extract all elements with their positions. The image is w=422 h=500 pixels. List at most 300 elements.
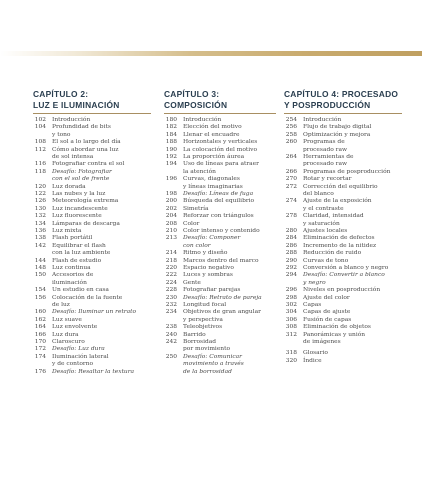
toc-entry bbox=[164, 221, 276, 228]
toc-entry-title bbox=[183, 265, 234, 272]
toc-entry-title-line: y perspectiva bbox=[183, 316, 223, 323]
toc-entry-title-line: Corrección del equilibrio bbox=[303, 183, 378, 190]
toc-page-number: 154 bbox=[34, 287, 46, 294]
toc-entry-title-line: Objetivos de gran angular bbox=[183, 309, 261, 316]
toc-page-number: 116 bbox=[34, 161, 46, 168]
toc-challenge-title bbox=[303, 272, 385, 287]
toc-entry-title-line: Introducción bbox=[52, 117, 91, 123]
chapter-heading bbox=[164, 89, 276, 110]
toc-entry-title bbox=[52, 317, 82, 324]
toc-entry-title-line: Luces y sombras bbox=[183, 272, 233, 279]
toc-entry-title bbox=[52, 147, 118, 162]
toc-entry-title bbox=[52, 124, 111, 139]
toc-entry bbox=[164, 198, 276, 205]
toc-challenge-title bbox=[52, 309, 136, 316]
toc-entry-title-line: Introducción bbox=[183, 117, 222, 123]
toc-entry-title bbox=[52, 117, 90, 124]
toc-entry bbox=[284, 198, 402, 213]
toc-entry bbox=[284, 295, 402, 302]
toc-entry-title bbox=[183, 287, 240, 294]
toc-entry bbox=[33, 124, 151, 139]
toc-entry-list bbox=[33, 117, 151, 376]
toc-entry-title-line: Ajuste del color bbox=[303, 294, 350, 301]
toc-entry-title bbox=[52, 287, 109, 294]
toc-page-number: 172 bbox=[34, 346, 46, 353]
toc-entry-title-line: El sol a lo largo del día bbox=[52, 139, 121, 146]
toc-entry bbox=[164, 213, 276, 220]
toc-entry bbox=[284, 169, 402, 176]
toc-page-number: 188 bbox=[165, 139, 177, 146]
toc-challenge-title bbox=[52, 346, 105, 353]
heading-divider bbox=[284, 113, 402, 114]
toc-entry-title-line: Niveles en posproducción bbox=[303, 287, 381, 294]
toc-entry-title bbox=[303, 295, 350, 302]
toc-entry bbox=[284, 258, 402, 265]
toc-entry-title bbox=[52, 272, 93, 287]
toc-entry-title bbox=[303, 117, 341, 124]
toc-page-number: 202 bbox=[165, 205, 177, 212]
toc-entry-title-line: del blanco bbox=[303, 190, 334, 197]
toc-entry-title-line: Desafío: Comunicar bbox=[183, 353, 242, 360]
toc-entry bbox=[33, 228, 151, 235]
toc-entry-title-line: Cómo abordar una luz bbox=[52, 146, 119, 153]
toc-entry bbox=[284, 132, 402, 139]
toc-entry-title-line: Rotar y recortar bbox=[303, 176, 352, 183]
toc-entry bbox=[164, 265, 276, 272]
toc-page-number: 264 bbox=[285, 154, 297, 160]
toc-entry-list bbox=[164, 117, 276, 376]
toc-page-number: 136 bbox=[34, 228, 46, 234]
toc-entry bbox=[164, 354, 276, 376]
toc-entry-title-line: Curvas, diagonales bbox=[183, 176, 240, 183]
toc-entry-title-line: y saturación bbox=[303, 220, 340, 227]
toc-page-number: 126 bbox=[34, 198, 46, 205]
toc-entry-title-line: y negro bbox=[303, 279, 326, 286]
toc-entry-title-line: Reducción de ruido bbox=[303, 250, 362, 257]
toc-entry-title-line: Equilibrar el flash bbox=[52, 242, 106, 249]
toc-entry-title-line: de imágenes bbox=[303, 338, 341, 345]
toc-entry-title-line: Accesorios de bbox=[52, 272, 94, 279]
toc-entry-title-line: Glosario bbox=[303, 350, 328, 357]
toc-entry-title-line: y de contorno bbox=[52, 361, 94, 368]
toc-page-number: 182 bbox=[165, 124, 177, 131]
toc-page-number: 200 bbox=[165, 198, 177, 205]
toc-entry bbox=[284, 250, 402, 257]
toc-entry-title bbox=[183, 324, 222, 331]
toc-page-number: 134 bbox=[34, 220, 46, 227]
toc-entry-title-line: de la borrosidad bbox=[183, 368, 232, 375]
toc-entry-title-line: Desafío: Retrato de pareja bbox=[183, 294, 262, 301]
toc-entry-title-line: Desafío: Líneas de fuga bbox=[183, 191, 254, 197]
toc-entry bbox=[284, 213, 402, 228]
toc-entry-title bbox=[303, 302, 321, 309]
toc-entry-title bbox=[52, 139, 121, 146]
toc-page-number: 304 bbox=[285, 309, 297, 316]
toc-entry-title bbox=[52, 206, 108, 213]
toc-page-number: 266 bbox=[285, 168, 297, 175]
toc-entry-title bbox=[52, 324, 97, 331]
toc-entry-title-line: y el contraste bbox=[303, 205, 344, 212]
toc-entry-title-line: Las nubes y la luz bbox=[52, 190, 106, 197]
toc-entry-title-line: Claroscuro bbox=[52, 339, 85, 345]
toc-entry-title-line: Claridad, intensidad bbox=[303, 213, 364, 220]
toc-entry bbox=[164, 235, 276, 250]
toc-entry-title-line: Luz incandescente bbox=[52, 205, 108, 212]
toc-entry bbox=[33, 213, 151, 220]
toc-page-number: 184 bbox=[165, 131, 177, 138]
toc-entry bbox=[33, 161, 151, 168]
toc-page-number: 278 bbox=[285, 213, 297, 220]
toc-page-number: 250 bbox=[165, 353, 177, 360]
toc-entry-title bbox=[183, 339, 230, 354]
toc-challenge-title bbox=[52, 369, 134, 376]
toc-entry bbox=[33, 235, 151, 242]
toc-page-number: 150 bbox=[34, 272, 46, 279]
toc-entry-title-line: Eliminación de objetos bbox=[303, 324, 371, 331]
toc-page-number: 122 bbox=[34, 190, 46, 197]
toc-entry-title bbox=[52, 221, 120, 228]
toc-entry-title-line: Programas de bbox=[303, 139, 345, 146]
toc-page-number: 292 bbox=[285, 264, 297, 271]
toc-entry-title bbox=[303, 324, 371, 331]
toc-entry-title-line: Desafío: Resaltar la textura bbox=[52, 368, 135, 375]
toc-entry-title bbox=[183, 161, 259, 176]
toc-page-number: 258 bbox=[285, 131, 297, 138]
toc-page-number: 208 bbox=[165, 220, 177, 227]
toc-entry-title-line: Ritmo y diseño bbox=[183, 250, 228, 257]
toc-entry-title bbox=[303, 309, 350, 316]
toc-page-number: 242 bbox=[165, 339, 177, 346]
toc-entry-title-line: procesado raw bbox=[303, 161, 348, 168]
toc-entry-title bbox=[52, 332, 79, 339]
toc-entry bbox=[164, 324, 276, 331]
toc-entry-title bbox=[52, 184, 86, 191]
toc-page-number: 198 bbox=[165, 191, 177, 197]
toc-page-number: 160 bbox=[34, 309, 46, 316]
toc-entry-title-line: Desafío: Fotografiar bbox=[52, 168, 112, 175]
decorative-gold-rule bbox=[0, 51, 422, 56]
toc-challenge-title bbox=[52, 169, 112, 184]
toc-page-number: 270 bbox=[285, 176, 297, 183]
toc-entry-title bbox=[303, 213, 364, 228]
toc-page-number: 102 bbox=[34, 117, 46, 123]
toc-entry-title-line: Un estudio en casa bbox=[52, 287, 109, 294]
toc-entry bbox=[284, 350, 402, 357]
toc-entry-title-line: Uso de líneas para atraer bbox=[183, 161, 259, 168]
toc-entry-title-line: Incremento de la nitidez bbox=[303, 242, 377, 249]
toc-entry-title-line: Capas de ajuste bbox=[303, 309, 351, 316]
toc-entry-title-line: Luz continua bbox=[52, 265, 91, 271]
toc-entry bbox=[33, 243, 151, 258]
toc-page-number: 224 bbox=[165, 279, 177, 286]
toc-entry-title-line: y tono bbox=[52, 131, 71, 138]
toc-page-number: 118 bbox=[34, 168, 46, 175]
toc-entry-title bbox=[303, 169, 390, 176]
toc-entry-title-line: Borrosidad bbox=[183, 339, 217, 346]
toc-page-number: 256 bbox=[285, 124, 297, 131]
toc-entry-title-line: Colocación de la fuente bbox=[52, 294, 123, 301]
toc-entry-title bbox=[303, 250, 361, 257]
toc-challenge-title bbox=[183, 235, 240, 250]
toc-page-number: 320 bbox=[285, 357, 297, 364]
toc-entry-title bbox=[183, 198, 254, 205]
toc-page-number: 272 bbox=[285, 183, 297, 190]
toc-page-number: 318 bbox=[285, 350, 297, 357]
toc-page-number: 294 bbox=[285, 272, 297, 279]
toc-page-number: 180 bbox=[165, 117, 177, 123]
heading-divider bbox=[33, 113, 151, 114]
chapter-heading-line: CAPÍTULO 4: PROCESADO bbox=[284, 89, 399, 99]
toc-entry-title bbox=[183, 250, 227, 257]
toc-page-number: 232 bbox=[165, 302, 177, 309]
toc-entry-title-line: Introducción bbox=[303, 117, 342, 123]
toc-entry bbox=[284, 235, 402, 242]
toc-entry-title bbox=[303, 139, 347, 154]
toc-entry bbox=[33, 258, 151, 265]
chapter-heading bbox=[33, 89, 151, 110]
toc-entry-title bbox=[183, 139, 257, 146]
chapter-heading-line: COMPOSICIÓN bbox=[164, 99, 228, 110]
toc-page-number: 234 bbox=[165, 309, 177, 316]
toc-entry-title bbox=[303, 235, 375, 242]
toc-entry-title-line: Flash portátil bbox=[52, 235, 93, 242]
toc-entry-title bbox=[52, 198, 118, 205]
toc-entry-title bbox=[303, 287, 380, 294]
toc-entry bbox=[284, 139, 402, 154]
toc-entry bbox=[284, 176, 402, 183]
toc-entry bbox=[164, 339, 276, 354]
chapter-heading-line: LUZ E ILUMINACIÓN bbox=[33, 99, 120, 110]
toc-entry-title bbox=[183, 213, 254, 220]
heading-divider bbox=[164, 113, 276, 114]
toc-entry-title-line: Flujo de trabajo digital bbox=[303, 124, 372, 131]
toc-entry-title bbox=[52, 295, 122, 310]
toc-entry bbox=[164, 272, 276, 279]
toc-entry-title-line: Desafío: Componer bbox=[183, 235, 241, 242]
toc-entry-title-line: Búsqueda del equilibrio bbox=[183, 198, 255, 205]
toc-page-number: 142 bbox=[34, 242, 46, 249]
toc-entry-title-line: Fusión de capas bbox=[303, 316, 352, 323]
toc-page-number: 132 bbox=[34, 213, 46, 220]
toc-entry bbox=[164, 332, 276, 339]
chapter-heading-line: Y POSPRODUCCIÓN bbox=[284, 99, 371, 110]
toc-entry bbox=[33, 346, 151, 353]
toc-entry bbox=[164, 124, 276, 131]
toc-page-number: 222 bbox=[165, 272, 177, 279]
toc-entry bbox=[164, 287, 276, 294]
toc-entry-title-line: con el sol de frente bbox=[52, 176, 110, 183]
toc-entry-title-line: de luz bbox=[52, 301, 70, 308]
toc-entry-title-line: Índice bbox=[303, 357, 322, 364]
toc-entry bbox=[33, 369, 151, 376]
toc-page-number: 286 bbox=[285, 242, 297, 249]
toc-entry-title-line: Luz mixta bbox=[52, 228, 82, 234]
toc-page-number: 156 bbox=[34, 294, 46, 301]
toc-entry bbox=[33, 309, 151, 316]
toc-entry-title-line: Desafío: Iluminar un retrato bbox=[52, 309, 137, 316]
toc-entry-title-line: la atención bbox=[183, 168, 216, 175]
toc-page-number: 284 bbox=[285, 235, 297, 242]
toc-page-number: 302 bbox=[285, 301, 297, 308]
toc-entry-title bbox=[52, 243, 110, 258]
toc-page-number: 120 bbox=[34, 183, 46, 190]
toc-page-number: 130 bbox=[34, 205, 46, 212]
toc-page-number: 298 bbox=[285, 294, 297, 301]
toc-entry-title-line: Conversión a blanco y negro bbox=[303, 264, 389, 271]
toc-page-number: 230 bbox=[165, 294, 177, 301]
toc-page-number: 164 bbox=[34, 324, 46, 331]
toc-entry-title bbox=[183, 221, 199, 228]
toc-page-number: 240 bbox=[165, 331, 177, 338]
toc-page-number: 196 bbox=[165, 176, 177, 183]
toc-entry-title bbox=[52, 161, 124, 168]
toc-entry bbox=[164, 258, 276, 265]
toc-page-number: 174 bbox=[34, 353, 46, 360]
toc-entry-title bbox=[183, 309, 261, 324]
toc-entry-title bbox=[303, 198, 372, 213]
toc-entry-title-line: Capas bbox=[303, 301, 322, 308]
toc-entry bbox=[33, 221, 151, 228]
toc-entry-title-line: Panorámicas y unión bbox=[303, 331, 366, 338]
toc-page-number: 238 bbox=[165, 324, 177, 331]
toc-entry-title bbox=[303, 124, 371, 131]
toc-entry-title-line: Lámparas de descarga bbox=[52, 220, 120, 227]
toc-entry bbox=[164, 302, 276, 309]
toc-entry-title-line: Luz dorada bbox=[52, 183, 86, 190]
toc-entry bbox=[164, 280, 276, 287]
toc-entry-title-line: Horizontales y verticales bbox=[183, 139, 258, 146]
toc-page-number: 228 bbox=[165, 287, 177, 294]
toc-entry bbox=[164, 161, 276, 176]
toc-entry bbox=[284, 124, 402, 131]
toc-page-number: 218 bbox=[165, 257, 177, 264]
toc-entry bbox=[33, 272, 151, 287]
toc-entry-title bbox=[183, 147, 257, 154]
toc-entry-title bbox=[52, 265, 91, 272]
toc-entry-title-line: Gente bbox=[183, 279, 201, 286]
toc-page-number: 192 bbox=[165, 154, 177, 161]
toc-page-number: 213 bbox=[165, 235, 177, 242]
toc-entry bbox=[284, 302, 402, 309]
toc-entry-title bbox=[52, 213, 102, 220]
toc-entry bbox=[164, 295, 276, 302]
toc-entry-title bbox=[183, 332, 206, 339]
toc-entry bbox=[164, 250, 276, 257]
toc-entry bbox=[284, 184, 402, 199]
toc-entry bbox=[33, 198, 151, 205]
chapter-heading-line: CAPÍTULO 2: bbox=[33, 89, 89, 99]
toc-entry-title-line: Luz suave bbox=[52, 316, 82, 323]
toc-entry-title bbox=[183, 280, 201, 287]
toc-entry-title-line: de sol intensa bbox=[52, 153, 94, 160]
toc-entry-title-line: Fotografiar parejas bbox=[183, 287, 241, 294]
toc-entry-title bbox=[183, 132, 239, 139]
toc-page-number: 274 bbox=[285, 198, 297, 205]
toc-entry bbox=[284, 287, 402, 294]
toc-entry bbox=[33, 117, 151, 124]
toc-entry-title-line: Meteorología extrema bbox=[52, 198, 119, 205]
toc-entry-title-line: Marcos dentro del marco bbox=[183, 257, 259, 264]
toc-entry-title-line: Eliminación de defectos bbox=[303, 235, 375, 242]
toc-page-number: 170 bbox=[34, 339, 46, 345]
chapter-3-column bbox=[164, 89, 276, 376]
toc-entry-title-line: procesado raw bbox=[303, 146, 348, 153]
toc-page-number: 104 bbox=[34, 124, 46, 131]
toc-entry bbox=[284, 324, 402, 331]
toc-entry bbox=[164, 132, 276, 139]
toc-entry bbox=[33, 324, 151, 331]
toc-entry bbox=[284, 272, 402, 287]
toc-entry bbox=[284, 309, 402, 316]
toc-entry bbox=[33, 354, 151, 369]
toc-entry-title-line: Desafío: Convertir a blanco bbox=[303, 272, 385, 279]
toc-page-number: 166 bbox=[34, 331, 46, 338]
toc-entry-title-line: Color bbox=[183, 220, 200, 227]
toc-entry-title-line: Ajustes locales bbox=[303, 227, 348, 234]
chapter-2-column bbox=[33, 89, 151, 376]
toc-page-number: 138 bbox=[34, 235, 46, 242]
toc-entry-title-line: Longitud focal bbox=[183, 302, 227, 309]
chapter-heading-line: CAPÍTULO 3: bbox=[164, 89, 220, 99]
toc-challenge-title bbox=[183, 295, 262, 302]
toc-page-number: 144 bbox=[34, 257, 46, 264]
toc-entry bbox=[164, 147, 276, 154]
toc-entry-title-line: Barrido bbox=[183, 331, 206, 338]
toc-page-number: 290 bbox=[285, 257, 297, 264]
toc-entry-title-line: Profundidad de bits bbox=[52, 124, 111, 131]
toc-challenge-title bbox=[183, 354, 244, 376]
toc-entry bbox=[33, 147, 151, 162]
toc-entry-title bbox=[303, 258, 348, 265]
toc-entry-title-line: Luz dura bbox=[52, 331, 79, 338]
toc-page-number: 288 bbox=[285, 250, 297, 257]
toc-entry bbox=[284, 358, 402, 365]
toc-page-number: 108 bbox=[34, 139, 46, 146]
toc-page-number: 214 bbox=[165, 250, 177, 257]
toc-entry-title-line: La colocación del motivo bbox=[183, 146, 258, 153]
toc-entry-title bbox=[183, 124, 242, 131]
toc-entry-title-line: La proporción áurea bbox=[183, 154, 245, 161]
toc-entry-title bbox=[303, 154, 354, 169]
toc-entry-title-line: Color intenso y contenido bbox=[183, 228, 260, 235]
toc-page-number: 190 bbox=[165, 146, 177, 153]
toc-entry bbox=[33, 169, 151, 184]
toc-entry-title bbox=[183, 176, 243, 191]
toc-entry bbox=[33, 287, 151, 294]
toc-page-number: 260 bbox=[285, 139, 297, 146]
toc-entry-title-line: y líneas imaginarias bbox=[183, 183, 243, 190]
toc-entry bbox=[164, 139, 276, 146]
toc-entry-list bbox=[284, 117, 402, 365]
toc-entry-title bbox=[303, 184, 378, 199]
toc-entry-title-line: con color bbox=[183, 242, 211, 249]
toc-entry bbox=[33, 265, 151, 272]
toc-page-number: 306 bbox=[285, 316, 297, 323]
toc-entry-title-line: Flash de estudio bbox=[52, 257, 102, 264]
toc-entry-title bbox=[303, 358, 322, 365]
chapter-4-column bbox=[284, 89, 402, 365]
toc-entry-title bbox=[303, 176, 351, 183]
toc-page-number: 220 bbox=[165, 265, 177, 272]
toc-entry-title bbox=[303, 132, 370, 139]
toc-entry-title-line: Reforzar con triángulos bbox=[183, 213, 254, 220]
toc-entry-title-line: Luz envolvente bbox=[52, 324, 98, 331]
toc-entry-title-line: Ajuste de la exposición bbox=[303, 198, 372, 205]
toc-entry bbox=[284, 332, 402, 347]
toc-entry bbox=[33, 206, 151, 213]
toc-page-number: 194 bbox=[165, 161, 177, 168]
toc-entry-title-line: Simetría bbox=[183, 205, 209, 212]
